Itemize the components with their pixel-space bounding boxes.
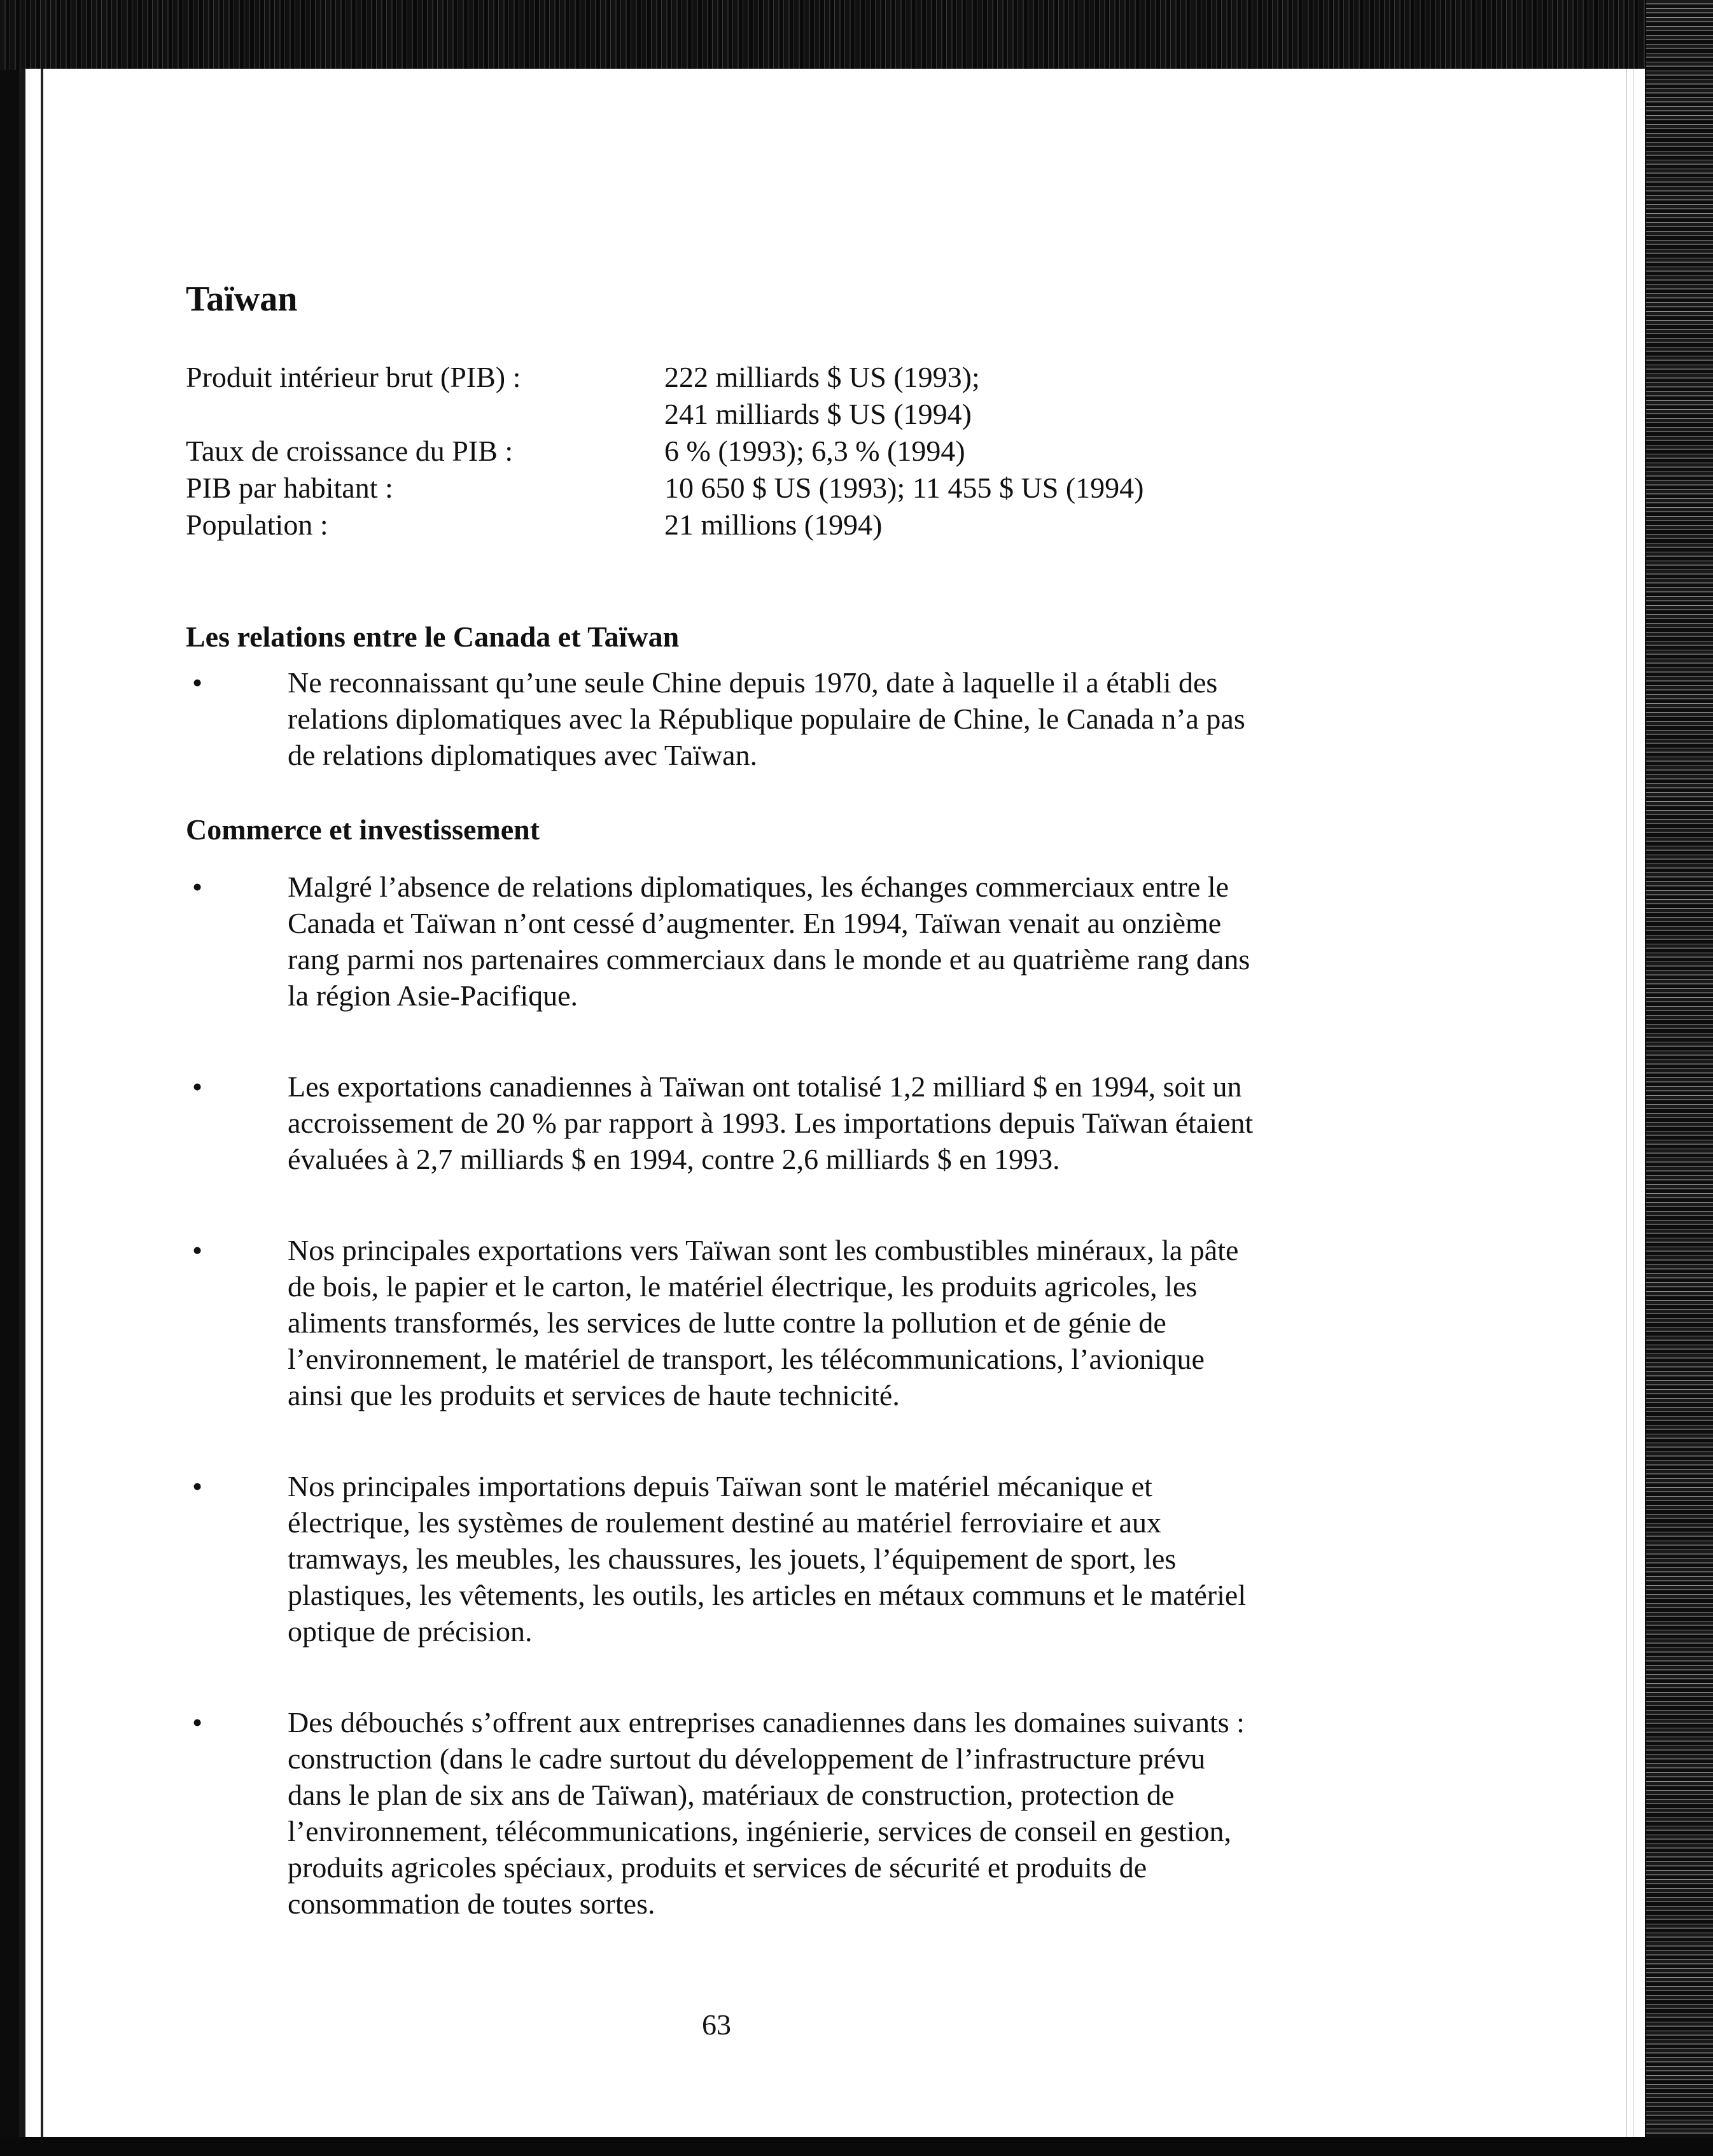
bullet-text: Des débouchés s’offrent aux entreprises canadiennes dans les domaines suivants : construction (dans le cadre surtout du développement de l’infrastructure prévu dans le plan de six ans de Taïwan), matériaux de construction, protection de l’environnement, télécommunications, ingénierie, services de conseil en gestion, produits agricoles spéciaux, produits et services de sécurité et produits de consommation de toutes sortes. <box>288 1705 1245 1920</box>
bullet-text: Malgré l’absence de relations diplomatiques, les échanges commerciaux entre le Canada et Taïwan n’ont cessé d’augmenter. En 1994, Taïwan venait au onzième rang parmi nos partenaires commerciaux dans le monde et au quatrième rang dans la région Asie-Pacifique. <box>288 870 1250 1012</box>
stat-label: Population : <box>186 508 328 541</box>
stat-label: Taux de croissance du PIB : <box>186 434 514 467</box>
page-title: Taïwan <box>186 279 298 319</box>
stat-row-gdp-per-capita <box>186 470 1255 507</box>
bullet-icon: • <box>192 870 203 903</box>
stat-value: 241 milliards $ US (1994) <box>664 397 972 430</box>
bullet-item <box>186 1232 1255 1413</box>
section-heading-relations: Les relations entre le Canada et Taïwan <box>186 620 680 653</box>
stat-value: 222 milliards $ US (1993); <box>664 360 980 393</box>
stat-values <box>664 433 1255 470</box>
stat-row-growth <box>186 433 1255 470</box>
stat-label: PIB par habitant : <box>186 471 393 504</box>
scan-border-top <box>0 0 1713 70</box>
scan-border-bottom <box>0 2137 1713 2156</box>
page-binding-edge <box>19 69 50 2137</box>
bullet-text: Les exportations canadiennes à Taïwan ont totalisé 1,2 milliard $ en 1994, soit un accroissement de 20 % par rapport à 1993. Les importations depuis Taïwan étaient évaluées à 2,7 milliards $ en 1994, contre 2,6 milliards $ en 1993. <box>288 1070 1254 1175</box>
stat-values <box>664 470 1255 507</box>
scan-border-right <box>1646 0 1713 2156</box>
stat-value: 21 millions (1994) <box>664 508 883 541</box>
stat-values <box>664 359 1255 433</box>
bullet-icon: • <box>192 666 203 699</box>
stat-values <box>664 507 1255 543</box>
bullet-item <box>186 664 1255 773</box>
page-number: 63 <box>702 2008 731 2041</box>
bullet-icon: • <box>192 1469 203 1502</box>
bullet-icon: • <box>192 1705 203 1739</box>
bullet-icon: • <box>192 1233 203 1266</box>
key-statistics <box>186 359 1255 543</box>
stat-value: 6 % (1993); 6,3 % (1994) <box>664 434 965 467</box>
stat-value: 10 650 $ US (1993); 11 455 $ US (1994) <box>664 471 1144 504</box>
bullet-icon: • <box>192 1070 203 1103</box>
bullet-text: Ne reconnaissant qu’une seule Chine depuis 1970, date à laquelle il a établi des relations diplomatiques avec la République populaire de Chine, le Canada n’a pas de relations diplomatiques avec Taïwan. <box>288 666 1245 771</box>
stat-row-gdp <box>186 359 1255 433</box>
section-heading-trade: Commerce et investissement <box>186 813 540 846</box>
bullet-item <box>186 1068 1255 1177</box>
stat-label: Produit intérieur brut (PIB) : <box>186 360 521 393</box>
bullet-text: Nos principales importations depuis Taïwan sont le matériel mécanique et électrique, les systèmes de roulement destiné au matériel ferroviaire et aux tramways, les meubles, les chaussures, les jouets, l’équipement de sport, les plastiques, les vêtements, les outils, les articles en métaux communs et le matériel optique de précision. <box>288 1469 1247 1648</box>
page-outer-edge <box>1619 69 1645 2137</box>
bullet-item <box>186 1704 1255 1922</box>
page-content <box>186 280 1255 1922</box>
bullet-item <box>186 1468 1255 1649</box>
bullet-text: Nos principales exportations vers Taïwan sont les combustibles minéraux, la pâte de bois, le papier et le carton, le matériel électrique, les produits agricoles, les aliments transformés, les services de lutte contre la pollution et de génie de l’environnement, le matériel de transport, les télécommunications, l’avionique ainsi que les produits et services de haute technicité. <box>288 1233 1239 1411</box>
bullet-item <box>186 869 1255 1014</box>
stat-row-population <box>186 507 1255 543</box>
